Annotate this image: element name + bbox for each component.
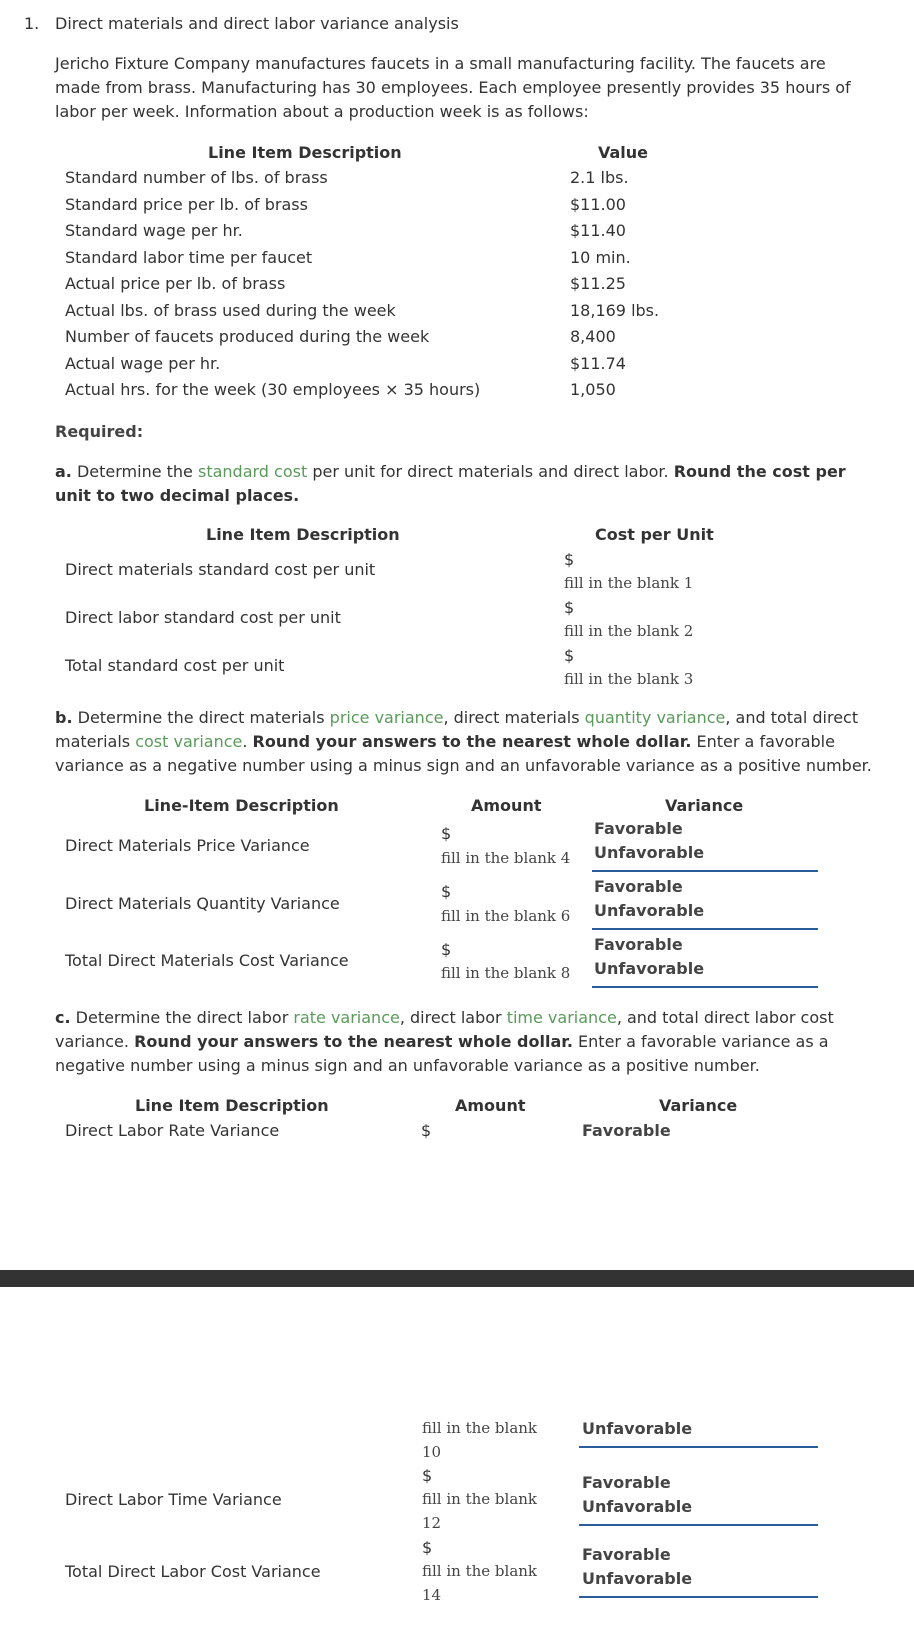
c-row-desc: Total Direct Labor Cost Variance — [65, 1562, 321, 1581]
cost-variance-link[interactable]: cost variance — [135, 732, 243, 751]
a-row-desc: Direct materials standard cost per unit — [65, 560, 376, 579]
select-underline — [592, 870, 818, 872]
a-row-desc: Direct labor standard cost per unit — [65, 608, 341, 627]
part-b-text: , direct materials — [443, 708, 585, 727]
quantity-variance-link[interactable]: quantity variance — [584, 708, 726, 727]
info-row-desc: Actual hrs. for the week (30 employees × 35 hours) — [65, 380, 481, 399]
info-row-value: 18,169 lbs. — [570, 301, 660, 320]
info-row-value: 1,050 — [570, 380, 616, 399]
a-blank-2-input[interactable]: fill in the blank 2 — [564, 622, 694, 640]
option-unfavorable[interactable]: Unfavorable — [582, 1569, 693, 1588]
info-row-desc: Standard number of lbs. of brass — [65, 168, 328, 187]
part-c-text: , direct labor — [399, 1008, 507, 1027]
c-header-amount: Amount — [455, 1096, 526, 1115]
a-dollar: $ — [564, 550, 575, 569]
part-c-label: c. — [55, 1008, 71, 1027]
part-b-instructions — [55, 706, 880, 778]
option-unfavorable[interactable]: Unfavorable — [594, 959, 705, 978]
part-c-text: Enter a favorable variance as a negative number using a minus sign and an unfavorable variance as a positive number. — [55, 1032, 829, 1075]
part-a-instructions — [55, 460, 875, 508]
option-favorable[interactable]: Favorable — [582, 1473, 671, 1492]
option-favorable[interactable]: Favorable — [582, 1121, 671, 1140]
info-row-value: $11.74 — [570, 354, 626, 373]
question-title: Direct materials and direct labor variance analysis — [55, 14, 459, 33]
part-b-text: Determine the direct materials — [72, 708, 330, 727]
part-a-rounding: Round the cost per unit to two decimal places. — [55, 462, 846, 505]
c-blank-14-input[interactable]: fill in the blank — [422, 1562, 538, 1580]
info-header-value: Value — [598, 143, 649, 162]
c-row-desc: Direct Labor Rate Variance — [65, 1121, 280, 1140]
b-header-variance: Variance — [665, 796, 744, 815]
info-row-value: $11.25 — [570, 274, 626, 293]
part-b-text: . — [242, 732, 253, 751]
info-row-desc: Actual price per lb. of brass — [65, 274, 286, 293]
select-underline — [592, 928, 818, 930]
info-row-desc: Number of faucets produced during the week — [65, 327, 430, 346]
info-header-desc: Line Item Description — [208, 143, 402, 162]
b-row-desc: Direct Materials Quantity Variance — [65, 894, 340, 913]
part-c-text: Determine the direct labor — [70, 1008, 294, 1027]
info-row-value: $11.00 — [570, 195, 626, 214]
standard-cost-link[interactable]: standard cost — [197, 462, 308, 481]
a-dollar: $ — [564, 646, 575, 665]
b-row-desc: Total Direct Materials Cost Variance — [65, 951, 349, 970]
b-header-amount: Amount — [471, 796, 542, 815]
rate-variance-link[interactable]: rate variance — [293, 1008, 400, 1027]
a-blank-3-input[interactable]: fill in the blank 3 — [564, 670, 694, 688]
part-b-label: b. — [55, 708, 73, 727]
b-row-desc: Direct Materials Price Variance — [65, 836, 310, 855]
option-favorable[interactable]: Favorable — [594, 819, 683, 838]
info-row-value: 2.1 lbs. — [570, 168, 629, 187]
price-variance-link[interactable]: price variance — [329, 708, 444, 727]
c-dollar: $ — [422, 1466, 433, 1485]
select-underline — [579, 1446, 818, 1448]
info-row-desc: Actual wage per hr. — [65, 354, 221, 373]
select-underline — [579, 1596, 818, 1598]
page-break-bar — [0, 1270, 914, 1287]
select-underline — [579, 1524, 818, 1526]
part-a-text: per unit for direct materials and direct labor. — [307, 462, 674, 481]
part-a-text: Determine the — [71, 462, 198, 481]
part-c-text: , and total direct labor cost variance. — [55, 1008, 834, 1051]
c-blank-12-input[interactable]: fill in the blank — [422, 1490, 538, 1508]
c-header-variance: Variance — [659, 1096, 738, 1115]
info-row-value: 10 min. — [570, 248, 631, 267]
part-b-text: Enter a favorable variance as a negative number using a minus sign and an unfavorable variance as a positive number. — [55, 732, 872, 775]
select-underline — [592, 986, 818, 988]
c-dollar: $ — [421, 1121, 432, 1140]
c-dollar: $ — [422, 1538, 433, 1557]
b-blank-8-input[interactable]: fill in the blank 8 — [441, 964, 571, 982]
c-header-desc: Line Item Description — [135, 1096, 329, 1115]
b-dollar: $ — [441, 882, 452, 901]
b-header-desc: Line-Item Description — [144, 796, 339, 815]
a-blank-1-input[interactable]: fill in the blank 1 — [564, 574, 694, 592]
b-blank-6-input[interactable]: fill in the blank 6 — [441, 907, 571, 925]
b-dollar: $ — [441, 824, 452, 843]
info-row-desc: Standard wage per hr. — [65, 221, 243, 240]
a-row-desc: Total standard cost per unit — [65, 656, 285, 675]
b-blank-4-input[interactable]: fill in the blank 4 — [441, 849, 571, 867]
question-number: 1. — [24, 14, 40, 33]
c-blank-14-number[interactable]: 14 — [422, 1586, 442, 1604]
part-c-instructions — [55, 1006, 875, 1078]
required-heading: Required: — [55, 422, 144, 441]
info-row-desc: Standard price per lb. of brass — [65, 195, 308, 214]
b-dollar: $ — [441, 940, 452, 959]
c-blank-10-number[interactable]: 10 — [422, 1443, 442, 1461]
option-favorable[interactable]: Favorable — [582, 1545, 671, 1564]
option-unfavorable[interactable]: Unfavorable — [594, 843, 705, 862]
a-header-desc: Line Item Description — [206, 525, 400, 544]
intro-paragraph: Jericho Fixture Company manufactures faucets in a small manufacturing facility. The faucets are made from brass. Manufacturing has 30 employees. Each employee presently provides 35 hours of labor per week. Information about a production week is as follows: — [55, 54, 851, 121]
option-favorable[interactable]: Favorable — [594, 935, 683, 954]
a-dollar: $ — [564, 598, 575, 617]
part-b-text: , and total direct materials — [55, 708, 859, 751]
option-unfavorable[interactable]: Unfavorable — [582, 1419, 693, 1438]
c-blank-12-number[interactable]: 12 — [422, 1514, 442, 1532]
c-row-desc: Direct Labor Time Variance — [65, 1490, 282, 1509]
option-unfavorable[interactable]: Unfavorable — [582, 1497, 693, 1516]
c-blank-10-input[interactable]: fill in the blank — [422, 1419, 538, 1437]
info-row-desc: Standard labor time per faucet — [65, 248, 313, 267]
info-row-value: $11.40 — [570, 221, 626, 240]
option-favorable[interactable]: Favorable — [594, 877, 683, 896]
part-b-rounding: Round your answers to the nearest whole dollar. — [252, 732, 692, 751]
part-a-label: a. — [55, 462, 72, 481]
info-row-desc: Actual lbs. of brass used during the week — [65, 301, 396, 320]
option-unfavorable[interactable]: Unfavorable — [594, 901, 705, 920]
info-row-value: 8,400 — [570, 327, 616, 346]
part-c-rounding: Round your answers to the nearest whole dollar. — [134, 1032, 573, 1051]
time-variance-link[interactable]: time variance — [506, 1008, 617, 1027]
a-header-cost: Cost per Unit — [595, 525, 714, 544]
